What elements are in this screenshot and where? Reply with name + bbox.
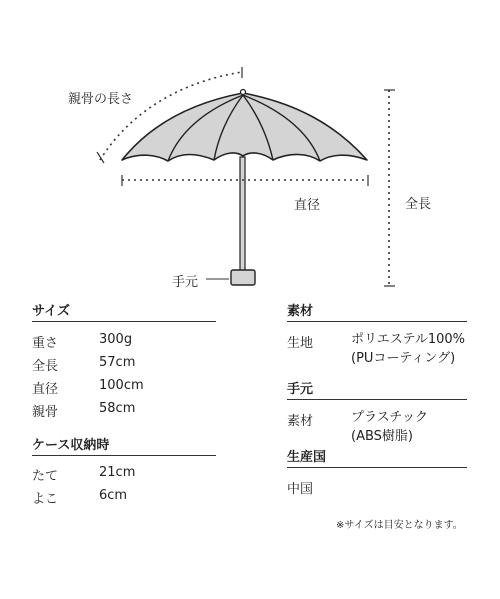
- length-label: 全長: [405, 197, 432, 212]
- case-row-height: [32, 465, 135, 484]
- rib-length-label: 親骨の長さ: [68, 92, 134, 107]
- size-note: ※サイズは目安となります。: [336, 520, 463, 531]
- case-key: よこ: [32, 492, 59, 507]
- handle-key: 素材: [287, 414, 314, 429]
- case-divider: [32, 455, 216, 456]
- origin-row: [287, 478, 313, 497]
- size-value: 57cm: [99, 355, 136, 370]
- handle-divider: [287, 399, 467, 400]
- material-value-line2: (PUコーティング): [351, 351, 456, 366]
- case-title: ケース収納時: [32, 438, 110, 453]
- handle-row-material: [287, 410, 428, 446]
- material-value-line1: ポリエステル100%: [351, 332, 465, 347]
- size-value: 100cm: [99, 378, 144, 393]
- size-key: 全長: [32, 359, 59, 374]
- size-row-diameter: [32, 378, 144, 397]
- size-row-weight: [32, 332, 132, 351]
- material-title: 素材: [287, 304, 314, 319]
- size-title: サイズ: [32, 304, 70, 319]
- handle-value-line1: プラスチック: [351, 410, 428, 425]
- case-row-width: [32, 488, 127, 507]
- umbrella-handle: [231, 270, 255, 285]
- size-key: 直径: [32, 382, 59, 397]
- material-key: 生地: [287, 336, 314, 351]
- size-key: 重さ: [32, 336, 59, 351]
- material-row-fabric: [287, 332, 465, 368]
- size-row-rib: [32, 401, 135, 420]
- material-value: [351, 330, 465, 368]
- origin-divider: [287, 467, 467, 468]
- umbrella-canopy: [122, 93, 367, 161]
- case-value: 21cm: [99, 465, 136, 480]
- handle-label: 手元: [172, 275, 199, 290]
- handle-title: 手元: [287, 382, 314, 397]
- case-key: たて: [32, 469, 59, 484]
- size-value: 58cm: [99, 401, 136, 416]
- case-value: 6cm: [99, 488, 128, 503]
- handle-value-line2: (ABS樹脂): [351, 429, 413, 444]
- handle-value: [351, 408, 428, 446]
- umbrella-shaft: [240, 157, 245, 272]
- size-row-length: [32, 355, 135, 374]
- material-divider: [287, 321, 467, 322]
- size-value: 300g: [99, 332, 133, 347]
- origin-title: 生産国: [287, 450, 327, 465]
- origin-value: 中国: [287, 482, 314, 497]
- diameter-label: 直径: [294, 198, 321, 213]
- size-divider: [32, 321, 216, 322]
- size-key: 親骨: [32, 405, 59, 420]
